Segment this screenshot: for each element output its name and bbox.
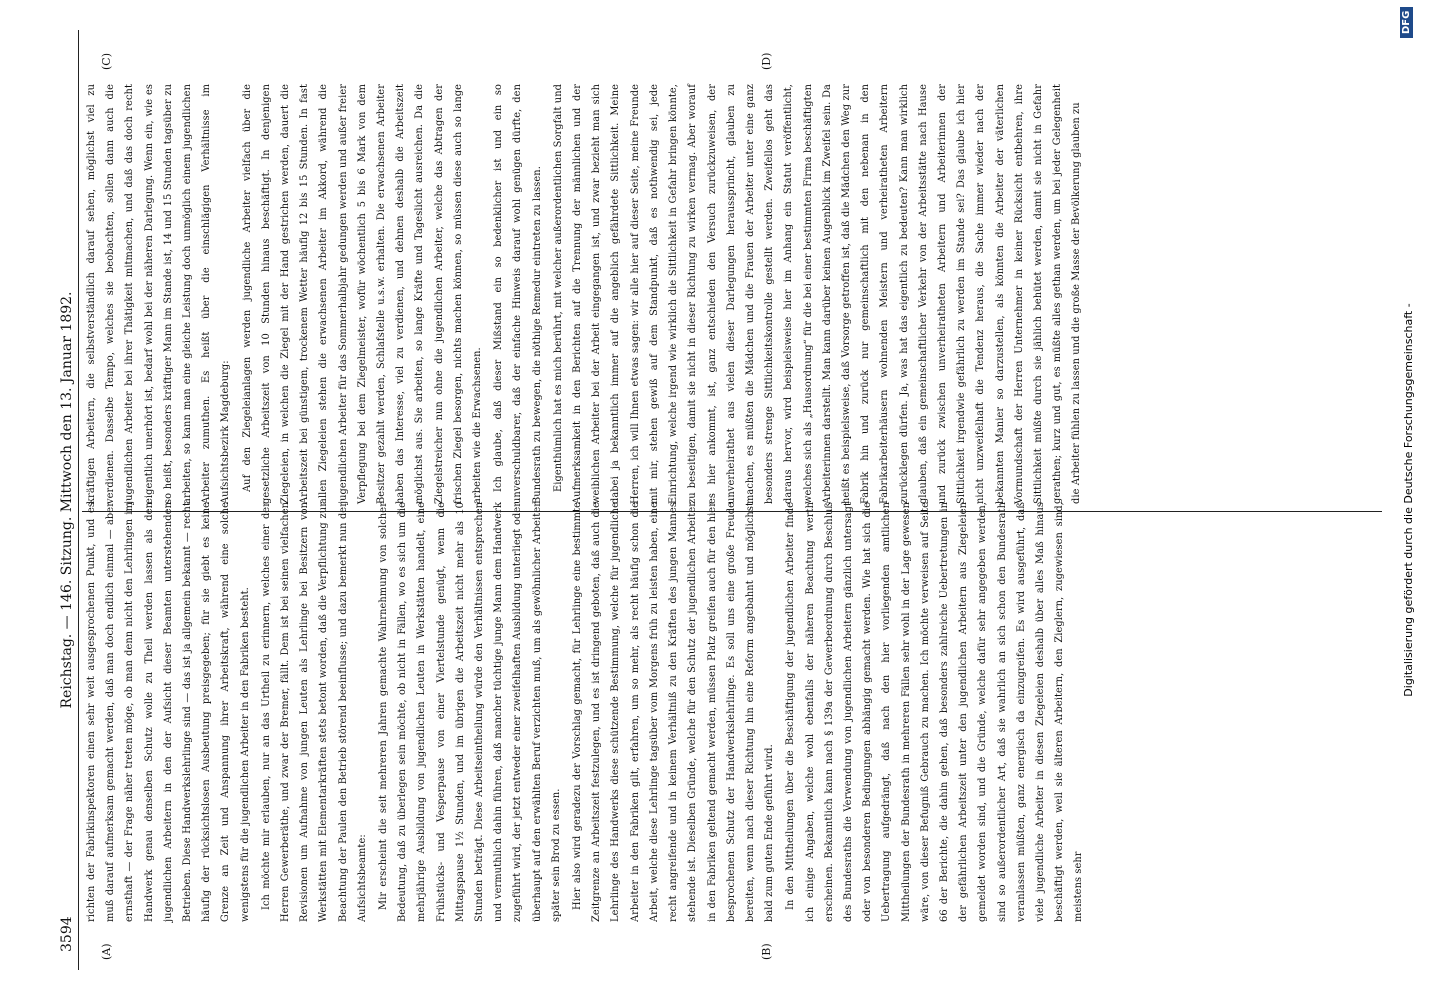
dfg-logo: DFG: [1400, 7, 1413, 38]
digitization-footer: Digitalisierung gefördert durch die Deutsche Forschungsgemeinschaft -: [1402, 303, 1415, 697]
margin-marker-a: (A): [100, 943, 113, 960]
paragraph: In den Mittheilungen über die Beschäftigung der jugendlichen Arbeiter finde ich einige Angaben, welche wohl ebenfalls der näheren Beachtung werth erscheinen. Bekanntlich kann nach § 139a der Gewerbeordnung durch Beschluß des Bundesraths die Verwendung von jugendlichen Arbeitern gänzlich untersagt oder von besonderen Bedingungen abhängig gemacht werden. Wie hat sich die Uebertragung aufgedrängt, daß nach den hier vorliegenden amtlichen Mittheilungen der Bundesrath in mehreren Fällen sehr wohl in der Lage gewesen wäre, von dieser Befugniß Gebrauch zu machen. Ich möchte verweisen auf Seite 66 der Berichte, die dahin gehen, daß besonders zahlreiche Uebertretungen in der gefährlichen Arbeitszeit unter den jugendlichen Arbeitern aus Ziegeleien gemeldet worden sind, und die Gründe, welche dafür sehr angegeben werden, sind so außerordentlicher Art, daß sie wahrlich an sich schon den Bundesrath veranlassen müßten, ganz energisch da einzugreifen. Es wird ausgeführt, daß viele jugendliche Arbeiter in diesen Ziegeleien deshalb über alles Maß hinaus beschäftigt werden, weil sie älteren Arbeitern, den Zieglern, zugewiesen sind, meistens sehr: [785, 502, 1085, 922]
paragraph: Hier also wird geradezu der Vorschlag gemacht, für Lehrlinge eine bestimmte Zeitgrenze an Arbeitszeit festzulegen, und es ist dringend geboten, daß auch die Lehrlinge des Handwerks diese schützende Bestimmung, welche für jugendliche Arbeiter in den Fabriken gilt, erfahren, um so mehr, als recht häufig schon die Arbeit, welche diese Lehrlinge tagsüber vom Morgens früh zu leisten haben, eine recht angreifende und in keinem Verhältniß zu den Kräften des jungen Mannes stehende ist. Dieselben Gründe, welche für den Schutz der jugendlichen Arbeiter in den Fabriken geltend gemacht werden, müssen Platz greifen auch für den hier besprochenen Schutz der Handwerkslehrlinge. Es soll uns eine große Freude bereiten, wenn nach dieser Richtung hin eine Reform angebahnt und möglichst bald zum guten Ende geführt wird.: [572, 502, 776, 922]
paragraph: kräftigen Arbeitern, die selbstverständlich darauf sehen, möglichst viel zu verdienen. Dasselbe Tempo, welches sie beobachten, sollen dann auch die jugendlichen Arbeiter bei ihrer Thätigkeit mitmachen, und daß das doch recht eigentlich unerhört ist, bedarf wohl bei der näheren Darlegung. Wenn ein, wie es so heißt, besonders kräftiger Mann im Stande ist, 14 und 15 Stunden tagsüber zu arbeiten, so kann man eine gleiche Leistung doch unmöglich einem jugendlichen Arbeiter zumuthen. Es heißt über die einschlägigen Verhältnisse im Aufsichtsbezirk Magdeburg:: [86, 84, 232, 504]
paragraph: Eigenthümlich hat es mich berührt, mit welcher außerordentlichen Sorgfalt und Aufmerksamkeit in den Berichten auf die Trennung der männlichen und der weiblichen Arbeiter bei der Arbeit eingegangen ist, und zwar bezieht man sich dabei ja bekanntlich immer auf die angeblich gefährdete Sittlichkeit. Meine Herren, ich will Ihnen etwas sagen: wir alle hier auf dieser Seite, meine Freunde mit mir, stehen gewiß auf dem Standpunkt, daß es nothwendig sei, jede Einrichtung, welche irgend wie wirklich die Sittlichkeit in Gefahr bringen könnte, zu beseitigen, damit sie nicht in dieser Richtung zu wirken vermag. Aber worauf es hier ankommt, ist, ganz entschieden den Versuch zurückzuweisen, der unverheirathet aus vielen dieser Darlegungen heraussprincht, glauben zu machen, es müßten die Mädchen und die Frauen der Arbeiter unter eine ganz besonders strenge Sittlichkeitskontrolle gestellt werden. Zweifellos geht das daraus hervor, wird beispielsweise hier im Anhang ein Statut veröffentlicht, welches sich als „Hausordnung“ für die bei einer bestimmten Firma beschäftigten Arbeiterinnen darstellt. Man kann darüber keinen Augenblick im Zweifel sein. Da heißt es beispielsweise, daß Vorsorge getroffen ist, daß die Mädchen den Weg zur Fabrik hin und zurück nur gemeinschaftlich mit den nebenan in den Fabrikarbeiterhäusern wohnenden Meistern und verheiratheten Arbeitern zurücklegen dürfen. Ja, was hat das eigentlich zu bedeuten? Kann man wirklich glauben, daß ein gemeinschaftlicher Verkehr von der Arbeitsstätte nach Hause und zurück zwischen unverheiratheten Arbeitern und Arbeiterinnen der Sittlichkeit irgendwie gefährlich zu werden im Stande sei? Das glaube ich hier nicht unzweifelhaft die Tendenz heraus, die Sache immer wieder nach der bekannten Manier so darzustellen, als könnten die Arbeiter der väterlichen Vormundschaft der Herren Unternehmer in keiner Rücksicht entbehren, ihre Sittlichkeit müßte durch sie jählich behütet werden, damit sie nicht in Gefahr gerathen; kurz und gut, es müßte alles gethan werden, um bei jeder Gelegenheit die Arbeiter fühlen zu lassen und die große Masse der Bevölkerung glauben zu: [552, 84, 1083, 504]
running-title: Reichstag. — 146. Sitzung. Mittwoch den 13. Januar 1892.: [59, 291, 75, 709]
margin-marker-b: (B): [760, 943, 773, 960]
page-number: 3594: [59, 916, 75, 952]
margin-marker-c: (C): [100, 53, 113, 70]
quoted-paragraph: Mir erscheint die seit mehreren Jahren gemachte Wahrnehmung von solcher Bedeutung, daß zu überlegen sein möchte, ob nicht in Fällen, wo es sich um die mehrjährige Ausbildung von jugendlichen Leuten in Werkstätten handelt, eine Frühstücks- und Vesperpause von einer Viertelstunde genügt, wenn die Mittagspause 1½ Stunden, und im übrigen die Arbeitszeit nicht mehr als 10 Stunden beträgt. Diese Arbeitseintheilung würde den Verhältnissen entsprechen und vermuthlich dahin führen, daß mancher tüchtige junge Mann dem Handwerk zugeführt wird, der jetzt entweder einer zweifelhaften Ausbildung unterliegt oder überhaupt auf den erwählten Beruf verzichten muß, um als gewöhnlicher Arbeiter später sein Brod zu essen.: [378, 502, 562, 922]
text-column-left: [82, 502, 1091, 922]
quoted-paragraph: Auf den Ziegeleianlagen werden jugendliche Arbeiter vielfach über die gesetzliche Arbeitszeit von 10 Stunden hinaus beschäftigt. In denjenigen Ziegeleien, in welchen die Ziegel mit der Hand gestrichen werden, dauert die Arbeitszeit bei günstigem, trockenem Wetter häufig 12 bis 15 Stunden. In fast allen Ziegeleien stehen die erwachsenen Arbeiter im Akkord, während die jugendlichen Arbeiter für das Sommerhalbjahr gedungen werden und außer freier Verpflegung bei dem Ziegelmeister, wofür wöchentlich 5 bis 6 Mark von dem Besitzer gezahlt werden, Schlafstelle u.s.w. erhalten. Die erwachsenen Arbeiter haben das Interesse, viel zu verdienen, und dehnen deshalb die Arbeitszeit möglichst aus. Sie arbeiten, so lange Kräfte und Tageslicht ausreichen. Da die Ziegelstreicher nun ohne die jugendlichen Arbeiter, welche das Abtragen der frischen Ziegel besorgen, nichts machen können, so müssen diese auch so lange arbeiten wie die Erwachsenen.: [241, 84, 484, 504]
paragraph: Ich möchte mir erlauben, nur an das Urtheil zu erinnern, welches einer der Herren Gewerberäthe, und zwar der Bremer, fällt. Dem ist bei seinen vielfachen Revisionen um Aufnahme von jungen Leuten als Lehrlinge bei Besitzern von Werkstätten mit Elementarkräften stets betont worden, daß die Verpflichtung zur Beachtung der Paulen den Betrieb störend beeinflusse; und dazu bemerkt nun der Aufsichtsbeamte:: [260, 502, 368, 922]
text-column-right: [82, 84, 1089, 504]
paragraph: richten der Fabrikinspektoren einen sehr weit ausgesprochenen Punkt, und es muß darauf aufmerksam gemacht werden, daß man doch endlich einmal — aber ernsthaft — der Frage näher treten möge, ob man denn nicht den Lehrlingen im Handwerk genau denselben Schutz wolle zu Theil werden lassen als den jugendlichen Arbeitern in den der Aufsicht dieser Beamten unterstehenden Betrieben. Diese Handwerkslehrlinge sind — das ist ja allgemein bekannt — recht häufig der rücksichtslosen Ausbeutung preisgegeben; für sie giebt es keine Grenze an Zeit und Anspannung ihrer Arbeitskraft, während eine solche wenigstens für die jugendlichen Arbeiter in den Fabriken besteht.: [86, 502, 251, 922]
paragraph: Ich glaube, daß dieser Mißstand ein so bedenklicher ist und ein so unverschuldbarer, daß der einfache Hinweis darauf wohl genügen dürfte, den Bundesrath zu bewegen, die nöthige Remedur eintreten zu lassen.: [493, 84, 543, 504]
page-header: [58, 30, 79, 970]
margin-marker-d: (D): [760, 52, 773, 70]
